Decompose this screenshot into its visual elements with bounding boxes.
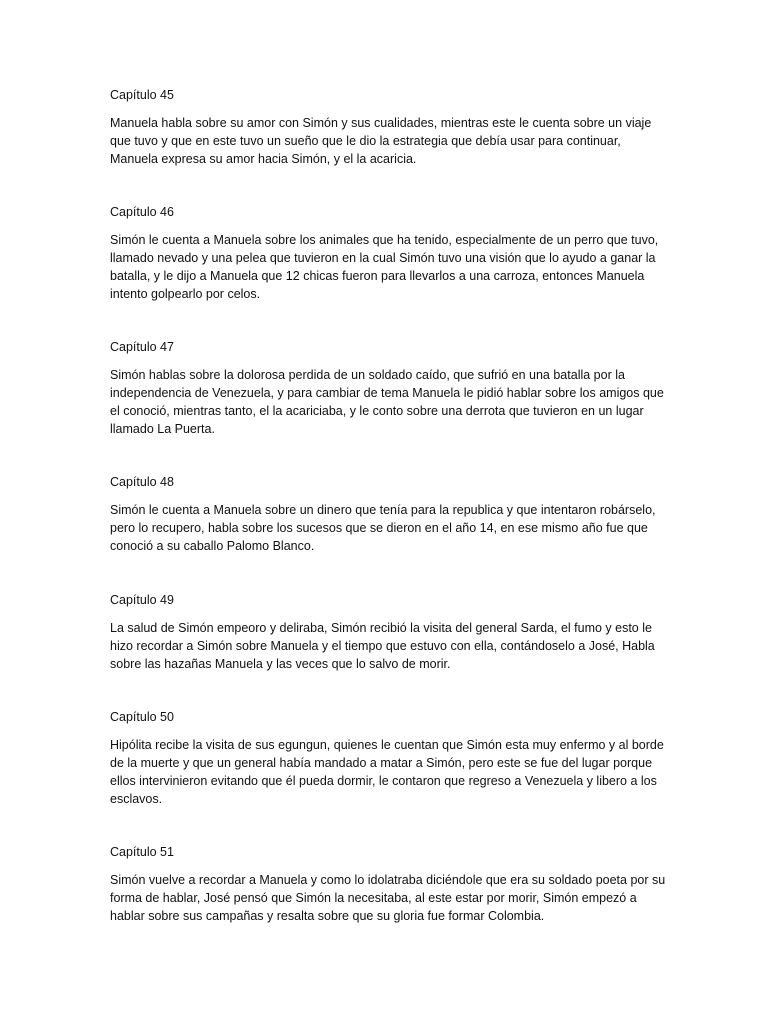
- chapter-text: La salud de Simón empeoro y deliraba, Simón recibió la visita del general Sarda, el fumo y esto le hizo recordar a Simón sobre Manuela y el tiempo que estuvo con ella, contándoselo a José, Habla sobre las hazañas Manuela y las veces que lo salvo de morir.: [110, 621, 655, 671]
- chapter-48: [110, 473, 670, 555]
- chapter-title: Capítulo 49: [110, 593, 174, 607]
- chapter-title: Capítulo 50: [110, 710, 174, 724]
- chapter-50: [110, 708, 670, 808]
- chapter-text: Simón le cuenta a Manuela sobre un dinero que tenía para la republica y que intentaron robárselo, pero lo recupero, habla sobre los sucesos que se dieron en el año 14, en ese mismo año fue que conoció a su caballo Palomo Blanco.: [110, 503, 656, 553]
- chapter-text: Simón hablas sobre la dolorosa perdida de un soldado caído, que sufrió en una batalla por la independencia de Venezuela, y para cambiar de tema Manuela le pidió hablar sobre los amigos que el conoció, mientras tanto, el la acariciaba, y le conto sobre una derrota que tuvieron en un lugar llamado La Puerta.: [110, 368, 664, 436]
- chapter-51: [110, 843, 670, 925]
- chapter-text: Hipólita recibe la visita de sus egungun, quienes le cuentan que Simón esta muy enfermo y al borde de la muerte y que un general había mandado a matar a Simón, pero este se fue del lugar porque ellos intervinieron evitando que él pueda dormir, le contaron que regreso a Venezuela y libero a los esclavos.: [110, 738, 664, 806]
- chapter-46: [110, 203, 670, 303]
- chapter-title: Capítulo 47: [110, 340, 174, 354]
- chapter-45: [110, 86, 670, 168]
- chapter-47: [110, 338, 670, 438]
- chapter-text: Manuela habla sobre su amor con Simón y sus cualidades, mientras este le cuenta sobre un viaje que tuvo y que en este tuvo un sueño que le dio la estrategia que debía usar para continuar, Manuela expresa su amor hacia Simón, y el la acaricia.: [110, 116, 652, 166]
- chapter-title: Capítulo 46: [110, 205, 174, 219]
- chapter-text: Simón le cuenta a Manuela sobre los animales que ha tenido, especialmente de un perro que tuvo, llamado nevado y una pelea que tuvieron en la cual Simón tuvo una visión que lo ayudo a ganar la batalla, y le dijo a Manuela que 12 chicas fueron para llevarlos a una carroza, entonces Manuela intento golpearlo por celos.: [110, 233, 659, 301]
- chapter-title: Capítulo 48: [110, 475, 174, 489]
- chapter-49: [110, 591, 670, 673]
- chapter-title: Capítulo 51: [110, 845, 174, 859]
- chapter-title: Capítulo 45: [110, 88, 174, 102]
- chapter-text: Simón vuelve a recordar a Manuela y como lo idolatraba diciéndole que era su soldado poeta por su forma de hablar, José pensó que Simón la necesitaba, al este estar por morir, Simón empezó a hablar sobre sus campañas y resalta sobre que su gloria fue formar Colombia.: [110, 873, 666, 923]
